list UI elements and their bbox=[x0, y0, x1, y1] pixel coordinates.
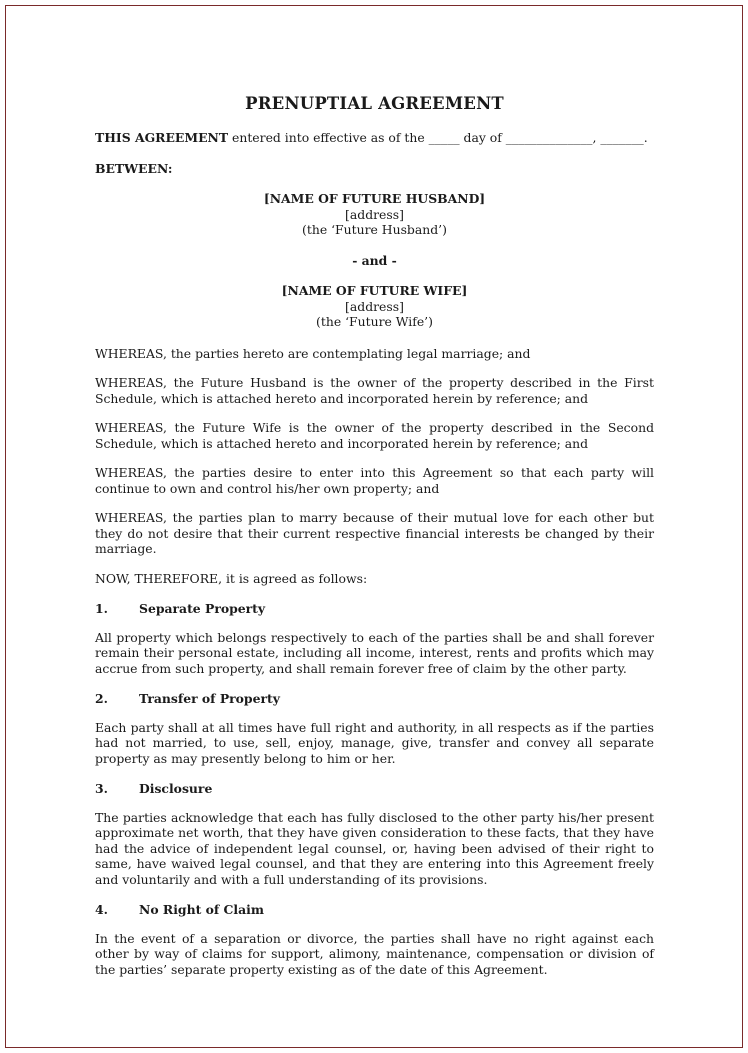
section-body: In the event of a separation or divorce, the parties shall have no right against each other by way of claims for support, alimony, maintenance, compensation or division of the parties’ separate property existing as of the date of this Agreement. bbox=[95, 930, 654, 977]
document-body bbox=[95, 96, 654, 977]
section-title: No Right of Claim bbox=[139, 902, 264, 917]
between-label: BETWEEN: bbox=[95, 160, 173, 176]
husband-name: [NAME OF FUTURE HUSBAND] bbox=[263, 191, 486, 206]
section-heading bbox=[95, 781, 654, 797]
intro-paragraph bbox=[95, 130, 654, 146]
section-number: 4. bbox=[95, 902, 108, 917]
husband-address: [address] bbox=[345, 206, 404, 222]
recital-paragraph: WHEREAS, the parties hereto are contemplating legal marriage; and bbox=[95, 345, 531, 361]
section-body: The parties acknowledge that each has fully disclosed to the other party his/her present approximate net worth, that they have given consideration to these facts, that they have had the advice of independent legal counsel, or, having been advised of their right to same, have waived legal counsel, and that they are entering into this Agreement freely and voluntarily and with a full understanding of its provisions. bbox=[95, 809, 654, 887]
husband-block bbox=[95, 191, 654, 238]
recital-paragraph: WHEREAS, the Future Husband is the owner of the property described in the First Schedule, which is attached hereto and incorporated herein by reference; and bbox=[95, 375, 654, 406]
document-title: PRENUPTIAL AGREEMENT bbox=[245, 94, 504, 113]
wife-name: [NAME OF FUTURE WIFE] bbox=[281, 283, 468, 298]
section-number: 3. bbox=[95, 781, 108, 796]
section-body: All property which belongs respectively to each of the parties shall be and shall forever remain their personal estate, including all income, interest, rents and profits which may accrue from such property, and shall remain forever free of claim by the other party. bbox=[95, 629, 654, 676]
recital-paragraph: WHEREAS, the parties plan to marry because of their mutual love for each other but they do not desire that their current respective financial interests be changed by their marriage. bbox=[95, 510, 654, 556]
section-title: Disclosure bbox=[139, 781, 213, 796]
wife-address: [address] bbox=[345, 298, 404, 314]
and-separator: - and - bbox=[352, 252, 397, 268]
recital-paragraph: WHEREAS, the parties desire to enter into this Agreement so that each party will continue to own and control his/her own property; and bbox=[95, 465, 654, 496]
section-heading bbox=[95, 691, 654, 707]
wife-alias: (the ‘Future Wife’) bbox=[316, 314, 433, 329]
section-title: Transfer of Property bbox=[139, 691, 280, 706]
section-heading bbox=[95, 601, 654, 617]
now-therefore-paragraph: NOW, THEREFORE, it is agreed as follows: bbox=[95, 570, 368, 586]
document-page bbox=[5, 5, 743, 1048]
recital-paragraph: WHEREAS, the Future Wife is the owner of the property described in the Second Schedule, which is attached hereto and incorporated herein by reference; and bbox=[95, 420, 654, 451]
intro-rest: entered into effective as of the _____ day of ______________, _______. bbox=[228, 130, 648, 145]
husband-alias: (the ‘Future Husband’) bbox=[302, 222, 447, 237]
section-number: 1. bbox=[95, 601, 108, 616]
section-title: Separate Property bbox=[139, 601, 266, 616]
section-body: Each party shall at all times have full right and authority, in all respects as if the parties had not married, to use, sell, enjoy, manage, give, transfer and convey all separate property as may presently belong to him or her. bbox=[95, 719, 654, 766]
wife-block bbox=[95, 283, 654, 330]
intro-lead: THIS AGREEMENT bbox=[95, 130, 229, 145]
section-heading bbox=[95, 902, 654, 918]
section-number: 2. bbox=[95, 691, 108, 706]
